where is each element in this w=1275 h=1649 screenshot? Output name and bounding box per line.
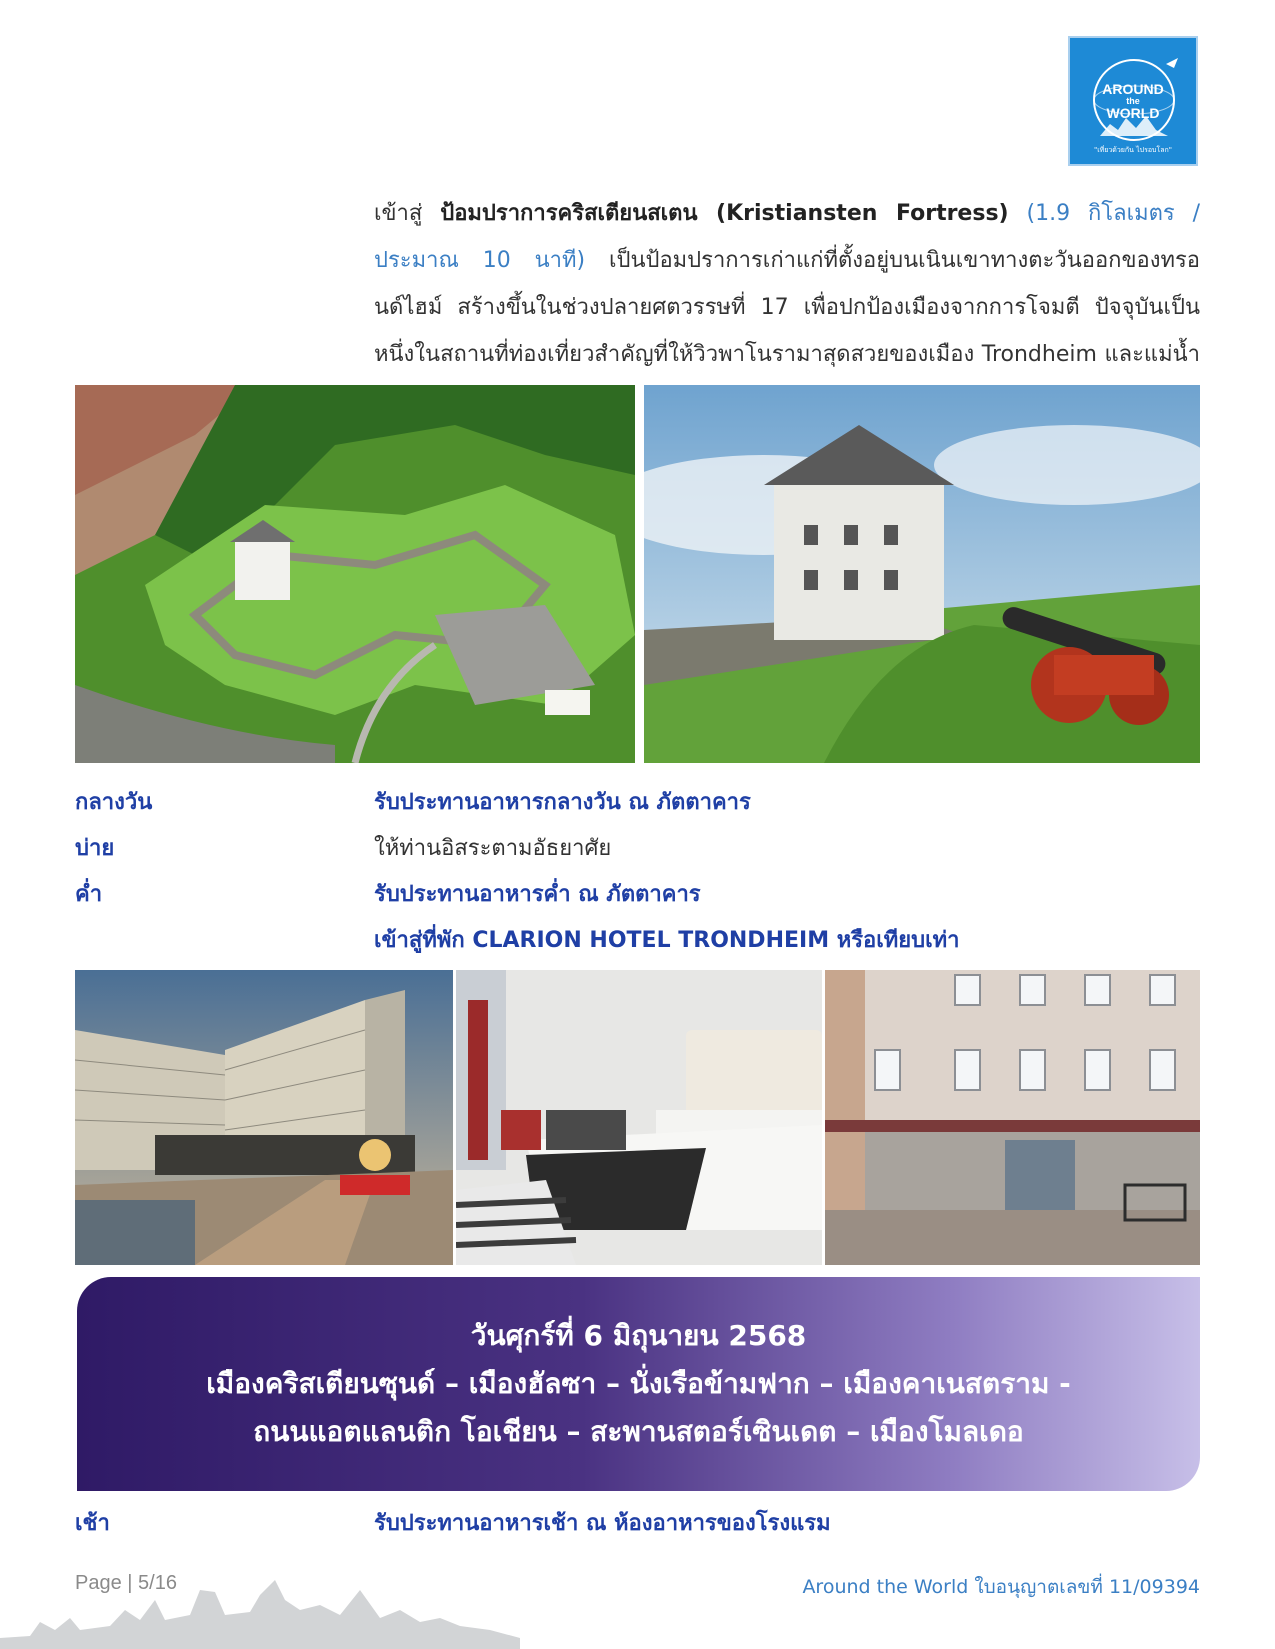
schedule-label: บ่าย (75, 836, 115, 861)
license-number: Around the World ใบอนุญาตเลขที่ 11/09394 (802, 1576, 1200, 1598)
day-route-line-2: ถนนแอตแลนติก โอเชียน – สะพานสตอร์เซินเดต – เมืองโมลเดอ (253, 1415, 1024, 1448)
schedule-row-hotel (75, 919, 1200, 963)
day-date: วันศุกร์ที่ 6 มิถุนายน 2568 (470, 1319, 807, 1352)
around-the-world-logo (1068, 36, 1198, 166)
fortress-description: เข้าสู่ ป้อมปราการคริสเตียนสเตน (Kristiansten Fortress) (1.9 กิโลเมตร / ประมาณ 10 นาที) เป็นป้อมปราการเก่าแก่ที่ตั้งอยู่บนเนินเขาทางตะวันออกของทรอนด์ไฮม์ สร้างขึ้นในช่วงปลายศตวรรษที่ 17 เพื่อปกป้องเมืองจากการโจมตี ปัจจุบันเป็นหนึ่งในสถานที่ท่องเที่ยวสำคัญที่ให้วิวพาโนรามาสุดสวยของเมือง Trondheim และแม่น้ำ (374, 201, 1201, 367)
schedule-row-lunch (75, 781, 1200, 825)
logo-wordmark: AROUND the WORLD (1102, 80, 1164, 121)
schedule-row-afternoon (75, 827, 1200, 871)
day-banner (77, 1277, 1200, 1491)
day-route-line-1: เมืองคริสเตียนซุนด์ – เมืองฮัลซา – นั่งเรือข้ามฟาก – เมืองคาเนสตราม - (206, 1367, 1071, 1400)
schedule-label: กลางวัน (75, 790, 153, 815)
schedule-row-breakfast (75, 1502, 1200, 1546)
fortress-distance: (1.9 กิโลเมตร / ประมาณ 10 นาที) (374, 201, 1200, 273)
hotel-room-photo (456, 970, 822, 1265)
schedule-value: รับประทานอาหารเช้า ณ ห้องอาหารของโรงแรม (374, 1511, 831, 1536)
schedule-value: รับประทานอาหารค่ำ ณ ภัตตาคาร (374, 882, 701, 907)
fortress-tower-cannon-photo (644, 385, 1200, 763)
logo-tagline: "เที่ยวด้วยกัน ไปรอบโลก" (1094, 146, 1172, 154)
fortress-name: ป้อมปราการคริสเตียนสเตน (Kristiansten Fortress) (440, 201, 1009, 226)
hotel-exterior-photo (75, 970, 453, 1265)
schedule-value: ให้ท่านอิสระตามอัธยาศัย (374, 836, 612, 861)
schedule-value: รับประทานอาหารกลางวัน ณ ภัตตาคาร (374, 790, 751, 815)
page-number: Page | 5/16 (75, 1572, 177, 1594)
schedule-label: เช้า (75, 1511, 110, 1536)
schedule-row-dinner (75, 873, 1200, 917)
schedule-value: เข้าสู่ที่พัก CLARION HOTEL TRONDHEIM หรือเทียบเท่า (374, 928, 960, 953)
hotel-entrance-photo (825, 970, 1200, 1265)
schedule-label: ค่ำ (75, 882, 103, 907)
fortress-aerial-photo (75, 385, 635, 763)
